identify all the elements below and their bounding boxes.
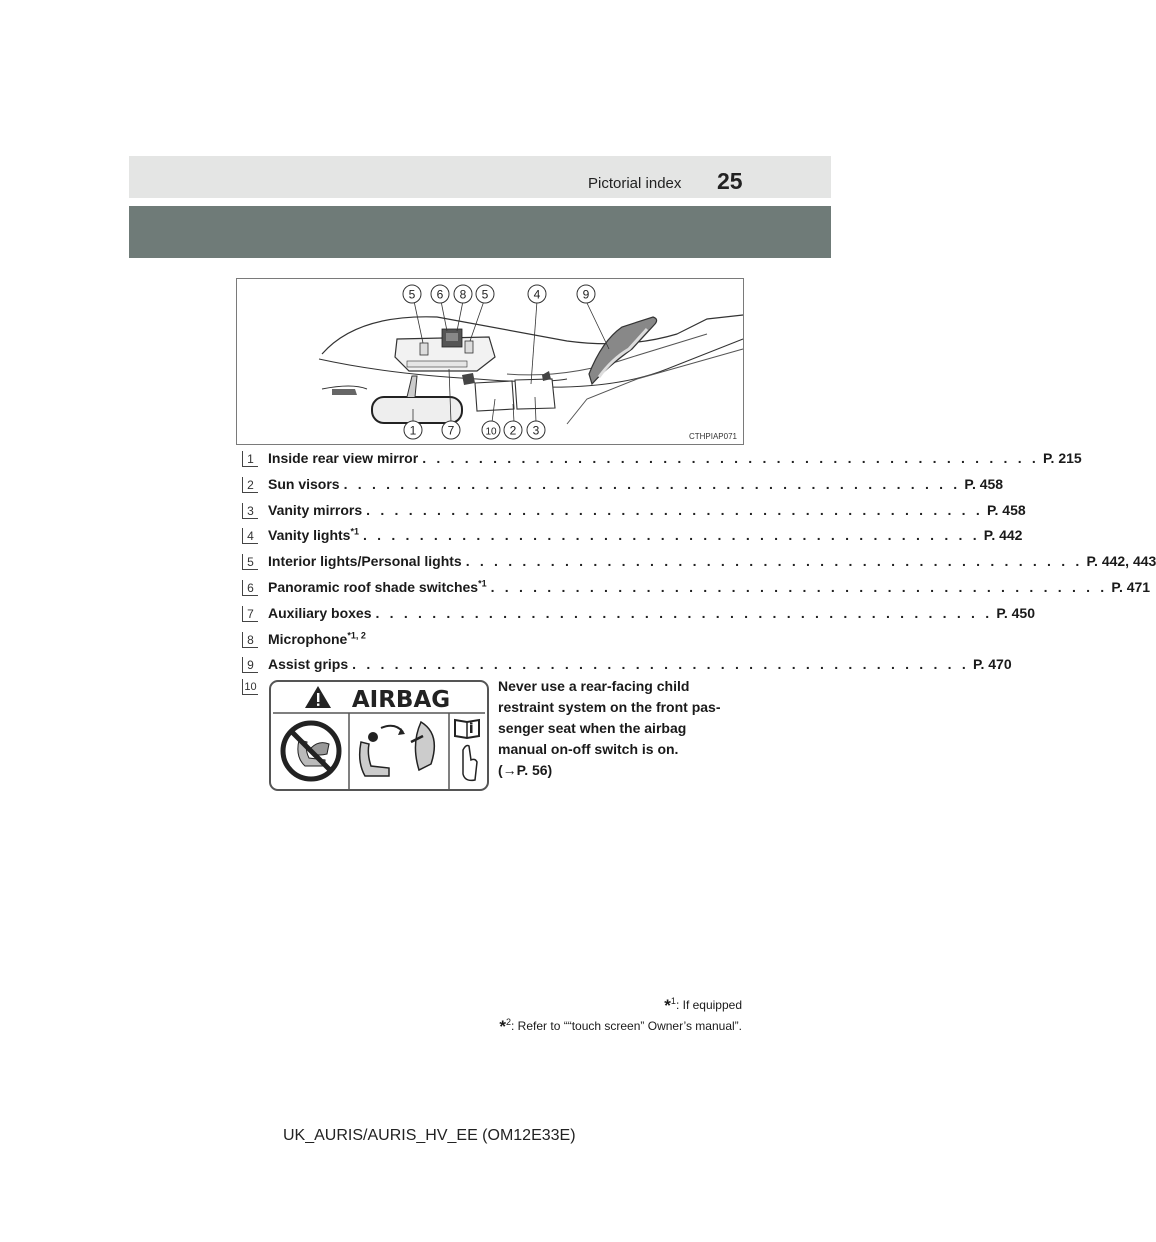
- seat-airbag-icon: [360, 722, 435, 776]
- leader-dots: . . . . . . . . . . . . . . . . . . . . . . . . . . . . . . . . . . . . . . . . . . . .: [352, 656, 969, 673]
- footnote-2: *$^2$: Refer to ““touch screen” Owner’s manual”.: [499, 1017, 742, 1036]
- document-id: UK_AURIS/AURIS_HV_EE (OM12E33E): [283, 1127, 576, 1144]
- ceiling-illustration: [236, 278, 744, 445]
- index-item: [242, 474, 1004, 500]
- item-page-ref[interactable]: P. 442: [983, 527, 1023, 544]
- item-page-ref[interactable]: P. 458: [986, 501, 1026, 518]
- item-label: Vanity mirrors: [268, 501, 363, 518]
- leader-dots: . . . . . . . . . . . . . . . . . . . . . . . . . . . . . . . . . . . . . . . . . . . .: [375, 604, 993, 621]
- item-number: 8: [242, 632, 258, 648]
- item-number: 5: [242, 554, 258, 570]
- item-number: 1: [242, 451, 258, 467]
- item-page-ref[interactable]: P. 458: [964, 475, 1004, 492]
- callout-top-4: 5: [481, 287, 489, 302]
- airbag-warning-label: [269, 680, 489, 791]
- item-label: Auxiliary boxes: [268, 604, 372, 621]
- callout-top-2: 6: [436, 287, 444, 302]
- manual-book-icon: [455, 720, 479, 780]
- leader-dots: . . . . . . . . . . . . . . . . . . . . . . . . . . . . . . . . . . . . . . . . . . . .: [422, 450, 1039, 466]
- index-item: [242, 551, 1156, 577]
- callout-top-6: 9: [582, 287, 590, 302]
- item-page-ref[interactable]: P. 442, 443: [1086, 553, 1156, 570]
- index-item: [242, 577, 1151, 603]
- section-banner: [129, 206, 831, 258]
- item-label: Assist grips: [268, 656, 349, 673]
- callout-bottom-1: 1: [409, 423, 417, 438]
- index-item: [242, 500, 1026, 526]
- leader-dots: . . . . . . . . . . . . . . . . . . . . . . . . . . . . . . . . . . . . . . . . . . . .: [362, 527, 980, 544]
- item-label: Vanity lights$^{*1}$: [268, 526, 359, 544]
- leader-dots: . . . . . . . . . . . . . . . . . . . . . . . . . . . . . . . . . . . . . . . . . . . .: [465, 553, 1083, 570]
- item-label: Interior lights/Personal lights: [268, 553, 462, 570]
- airbag-label-graphic: [271, 682, 487, 789]
- item-label: Panoramic roof shade switches$^{*1}$: [268, 578, 487, 595]
- section-title: Pictorial index: [588, 175, 682, 192]
- airbag-page-ref[interactable]: (→P. 56): [498, 762, 553, 778]
- item-number: 7: [242, 606, 258, 622]
- item-number: 6: [242, 580, 258, 596]
- figure-code: CTHPIAP071: [688, 432, 737, 441]
- item-page-ref[interactable]: P. 470: [972, 656, 1012, 673]
- index-item: [242, 448, 1082, 474]
- leader-dots: . . . . . . . . . . . . . . . . . . . . . . . . . . . . . . . . . . . . . . . . . . . .: [366, 501, 983, 518]
- callout-top-3: 8: [459, 287, 467, 302]
- item-label: Microphone$^{*1, 2}$: [268, 629, 366, 647]
- callout-bottom-5: 3: [532, 423, 540, 438]
- item-label: Inside rear view mirror: [268, 450, 419, 466]
- item-number: 9: [242, 657, 258, 673]
- leader-dots: . . . . . . . . . . . . . . . . . . . . . . . . . . . . . . . . . . . . . . . . . . . .: [490, 578, 1108, 595]
- airbag-label-text: AIRBAG: [351, 687, 451, 713]
- item-number: 3: [242, 503, 258, 519]
- callout-bottom-4: 2: [509, 423, 517, 438]
- ceiling-drawing: [237, 279, 743, 444]
- callout-bottom-2: 7: [447, 423, 455, 438]
- no-rear-facing-seat-icon: [283, 723, 339, 779]
- page-number: 25: [717, 168, 743, 194]
- index-item: [242, 629, 762, 655]
- item-number: 10: [242, 679, 258, 695]
- airbag-warning: [242, 676, 742, 796]
- item-label: Sun visors: [268, 475, 340, 492]
- item-number: 2: [242, 477, 258, 493]
- callout-top-5: 4: [533, 287, 541, 302]
- item-page-ref[interactable]: P. 471: [1111, 578, 1151, 595]
- leader-dots: . . . . . . . . . . . . . . . . . . . . . . . . . . . . . . . . . . . . . . . . . . . .: [343, 475, 961, 492]
- item-number: 4: [242, 528, 258, 544]
- footnote-1: *$^1$: If equipped: [664, 996, 742, 1015]
- callout-top-1: 5: [408, 287, 416, 302]
- item-page-ref[interactable]: P. 215: [1043, 450, 1082, 466]
- item-page-ref[interactable]: P. 450: [996, 604, 1035, 621]
- callout-bottom-3: 10: [485, 426, 497, 438]
- index-list: [242, 448, 1156, 680]
- index-item: [242, 603, 1035, 629]
- index-item: [242, 525, 1023, 551]
- airbag-warning-note: Never use a rear-facing child restraint system on the front pas- senger seat when the airbag manual on-off switch is on. (→P. 56): [498, 676, 740, 781]
- footnotes: [499, 993, 742, 1035]
